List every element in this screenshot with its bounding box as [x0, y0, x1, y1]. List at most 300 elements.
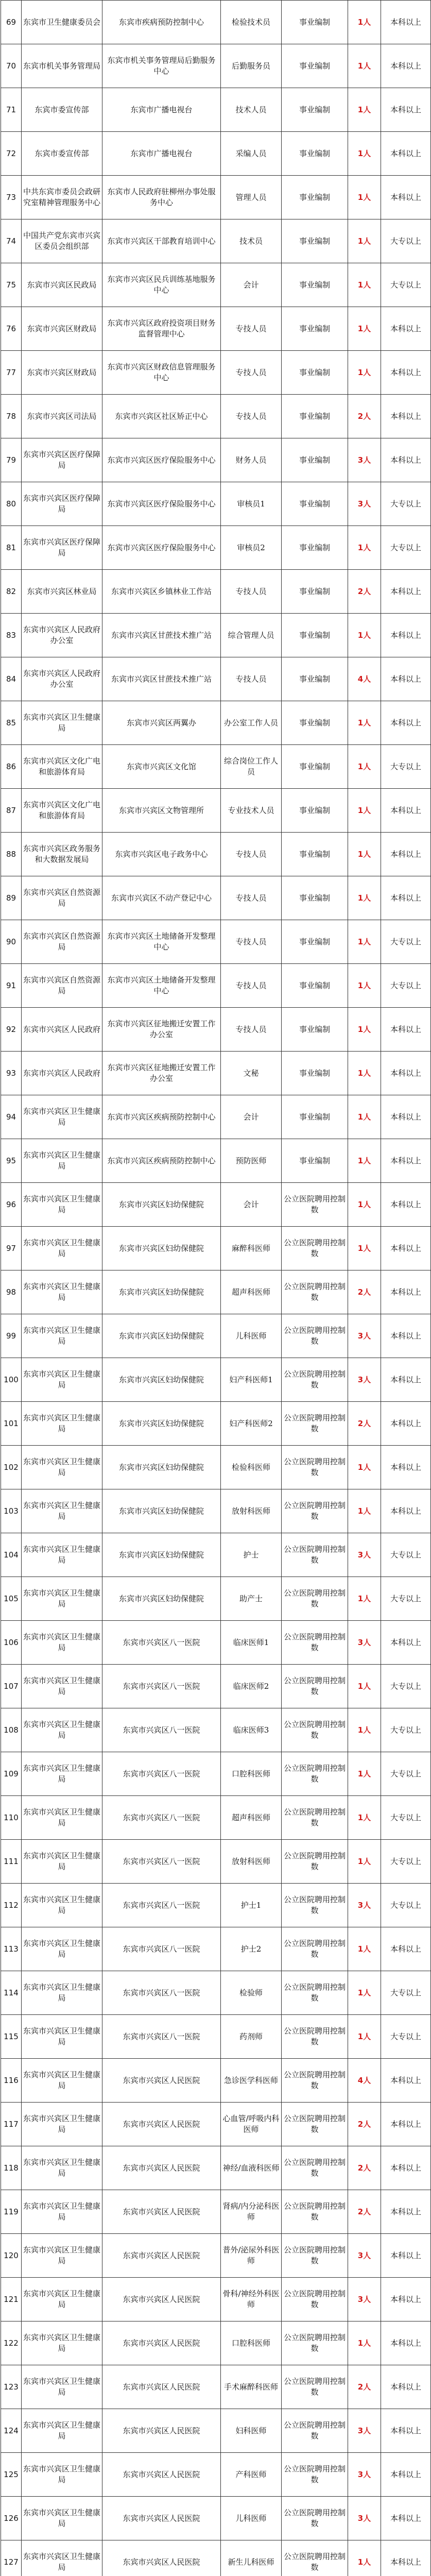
headcount-cell: 3人: [348, 2278, 381, 2321]
position-cell: 专技人员: [221, 570, 282, 614]
position-cell: 超声科医师: [221, 1796, 282, 1840]
row-number-cell: 110: [1, 1796, 22, 1840]
education-cell: 本科以上: [381, 395, 431, 438]
row-number-cell: 73: [1, 176, 22, 219]
headcount-cell: 1人: [348, 964, 381, 1008]
education-cell: 本科以上: [381, 307, 431, 351]
row-number-cell: 123: [1, 2365, 22, 2409]
position-cell: 专技人员: [221, 307, 282, 351]
department-cell: 东宾市兴宾区卫生健康局: [22, 2321, 102, 2365]
staffing-type-cell: 公立医院聘用控制数: [282, 1183, 348, 1227]
row-number-cell: 120: [1, 2234, 22, 2278]
row-number-cell: 114: [1, 1971, 22, 2015]
education-cell: 本科以上: [381, 2278, 431, 2321]
row-number-cell: 86: [1, 745, 22, 789]
unit-cell: 东宾市兴宾区人民医院: [102, 2278, 221, 2321]
unit-cell: 东宾市兴宾区土地储备开发整理中心: [102, 920, 221, 964]
row-number-cell: 85: [1, 701, 22, 745]
headcount-cell: 1人: [348, 1489, 381, 1533]
table-row: [1, 526, 431, 570]
position-cell: 手术麻醉科医师: [221, 2365, 282, 2409]
table-row: [1, 833, 431, 876]
headcount-cell: 1人: [348, 307, 381, 351]
education-cell: 本科以上: [381, 2234, 431, 2278]
staffing-type-cell: 公立医院聘用控制数: [282, 1489, 348, 1533]
headcount-cell: 1人: [348, 1008, 381, 1052]
row-number-cell: 126: [1, 2497, 22, 2540]
headcount-cell: 3人: [348, 1533, 381, 1577]
table-row: [1, 219, 431, 263]
unit-cell: 东宾市兴宾区八一医院: [102, 1884, 221, 1927]
unit-cell: 东宾市兴宾区八一医院: [102, 2015, 221, 2059]
staffing-type-cell: 公立医院聘用控制数: [282, 1971, 348, 2015]
headcount-cell: 3人: [348, 1884, 381, 1927]
position-cell: 技术人员: [221, 88, 282, 132]
row-number-cell: 99: [1, 1314, 22, 1358]
unit-cell: 东宾市兴宾区人民医院: [102, 2103, 221, 2146]
table-row: [1, 2453, 431, 2497]
table-row: [1, 176, 431, 219]
unit-cell: 东宾市兴宾区八一医院: [102, 1927, 221, 1971]
unit-cell: 东宾市兴宾区妇幼保健院: [102, 1314, 221, 1358]
position-cell: 管理人员: [221, 176, 282, 219]
education-cell: 本科以上: [381, 2146, 431, 2190]
table-row: [1, 1665, 431, 1708]
staffing-type-cell: 公立医院聘用控制数: [282, 1577, 348, 1621]
education-cell: 大专以上: [381, 482, 431, 526]
staffing-type-cell: 公立医院聘用控制数: [282, 1402, 348, 1446]
row-number-cell: 112: [1, 1884, 22, 1927]
staffing-type-cell: 公立医院聘用控制数: [282, 2103, 348, 2146]
row-number-cell: 105: [1, 1577, 22, 1621]
position-cell: 口腔科医师: [221, 1752, 282, 1796]
headcount-cell: 3人: [348, 2497, 381, 2540]
headcount-cell: 1人: [348, 1, 381, 44]
table-row: [1, 1052, 431, 1095]
education-cell: 本科以上: [381, 2409, 431, 2453]
position-cell: 财务人员: [221, 438, 282, 482]
staffing-type-cell: 公立医院聘用控制数: [282, 2321, 348, 2365]
position-cell: 神经/血液科医师: [221, 2146, 282, 2190]
headcount-cell: 1人: [348, 1577, 381, 1621]
staffing-type-cell: 事业编制: [282, 833, 348, 876]
headcount-cell: 2人: [348, 1270, 381, 1314]
department-cell: 东宾市兴宾区卫生健康局: [22, 2540, 102, 2576]
department-cell: 东宾市兴宾区财政局: [22, 351, 102, 395]
staffing-type-cell: 事业编制: [282, 395, 348, 438]
row-number-cell: 116: [1, 2059, 22, 2103]
unit-cell: 东宾市兴宾区两翼办: [102, 701, 221, 745]
unit-cell: 东宾市兴宾区疾病预防控制中心: [102, 1139, 221, 1183]
table-row: [1, 1139, 431, 1183]
department-cell: 东宾市兴宾区卫生健康局: [22, 701, 102, 745]
table-body: [1, 1, 431, 2576]
position-cell: 后勤服务员: [221, 44, 282, 88]
row-number-cell: 71: [1, 88, 22, 132]
department-cell: 东宾市兴宾区卫生健康局: [22, 1139, 102, 1183]
table-row: [1, 2409, 431, 2453]
staffing-type-cell: 公立医院聘用控制数: [282, 1446, 348, 1489]
education-cell: 本科以上: [381, 438, 431, 482]
unit-cell: 东宾市人民政府驻柳州办事处服务中心: [102, 176, 221, 219]
education-cell: 本科以上: [381, 2453, 431, 2497]
table-row: [1, 1402, 431, 1446]
table-row: [1, 1358, 431, 1402]
headcount-cell: 1人: [348, 2540, 381, 2576]
headcount-cell: 3人: [348, 1314, 381, 1358]
unit-cell: 东宾市兴宾区妇幼保健院: [102, 1183, 221, 1227]
position-cell: 审核员1: [221, 482, 282, 526]
unit-cell: 东宾市兴宾区医疗保险服务中心: [102, 438, 221, 482]
headcount-cell: 3人: [348, 2409, 381, 2453]
table-row: [1, 1577, 431, 1621]
education-cell: 本科以上: [381, 1227, 431, 1270]
unit-cell: 东宾市兴宾区人民医院: [102, 2497, 221, 2540]
position-cell: 骨科/神经外科医师: [221, 2278, 282, 2321]
staffing-type-cell: 事业编制: [282, 88, 348, 132]
department-cell: 东宾市兴宾区司法局: [22, 395, 102, 438]
unit-cell: 东宾市兴宾区八一医院: [102, 1971, 221, 2015]
position-cell: 办公室工作人员: [221, 701, 282, 745]
staffing-type-cell: 公立医院聘用控制数: [282, 1927, 348, 1971]
unit-cell: 东宾市兴宾区人民医院: [102, 2059, 221, 2103]
row-number-cell: 88: [1, 833, 22, 876]
unit-cell: 东宾市兴宾区妇幼保健院: [102, 1227, 221, 1270]
department-cell: 东宾市兴宾区卫生健康局: [22, 1489, 102, 1533]
education-cell: 本科以上: [381, 833, 431, 876]
headcount-cell: 2人: [348, 2146, 381, 2190]
table-row: [1, 920, 431, 964]
position-cell: 妇产科医师2: [221, 1402, 282, 1446]
headcount-cell: 3人: [348, 438, 381, 482]
position-cell: 普外/泌尿外科医师: [221, 2234, 282, 2278]
department-cell: 东宾市兴宾区卫生健康局: [22, 2190, 102, 2234]
position-cell: 儿科医师: [221, 2497, 282, 2540]
headcount-cell: 1人: [348, 1446, 381, 1489]
position-cell: 临床医师3: [221, 1708, 282, 1752]
row-number-cell: 80: [1, 482, 22, 526]
department-cell: 东宾市兴宾区卫生健康局: [22, 1665, 102, 1708]
row-number-cell: 106: [1, 1621, 22, 1665]
unit-cell: 东宾市兴宾区妇幼保健院: [102, 1402, 221, 1446]
position-cell: 专技人员: [221, 657, 282, 701]
unit-cell: 东宾市兴宾区八一医院: [102, 1621, 221, 1665]
headcount-cell: 1人: [348, 1095, 381, 1139]
education-cell: 本科以上: [381, 1621, 431, 1665]
table-row: [1, 1489, 431, 1533]
position-cell: 超声科医师: [221, 1270, 282, 1314]
position-cell: 专技人员: [221, 351, 282, 395]
table-row: [1, 1314, 431, 1358]
table-row: [1, 657, 431, 701]
department-cell: 中国共产党东宾市兴宾区委员会组织部: [22, 219, 102, 263]
department-cell: 东宾市兴宾区卫生健康局: [22, 1533, 102, 1577]
table-row: [1, 570, 431, 614]
education-cell: 本科以上: [381, 2540, 431, 2576]
table-row: [1, 44, 431, 88]
table-row: [1, 351, 431, 395]
staffing-type-cell: 事业编制: [282, 44, 348, 88]
table-row: [1, 2278, 431, 2321]
position-cell: 妇产科医师1: [221, 1358, 282, 1402]
department-cell: 东宾市兴宾区卫生健康局: [22, 1314, 102, 1358]
unit-cell: 东宾市疾病预防控制中心: [102, 1, 221, 44]
department-cell: 东宾市兴宾区卫生健康局: [22, 2365, 102, 2409]
department-cell: 东宾市兴宾区卫生健康局: [22, 1621, 102, 1665]
position-cell: 儿科医师: [221, 1314, 282, 1358]
row-number-cell: 87: [1, 789, 22, 833]
education-cell: 本科以上: [381, 1, 431, 44]
department-cell: 中共东宾市委员会政研究室精神管理服务中心: [22, 176, 102, 219]
position-cell: 肾病/内分泌科医师: [221, 2190, 282, 2234]
headcount-cell: 2人: [348, 2365, 381, 2409]
headcount-cell: 1人: [348, 526, 381, 570]
table-row: [1, 2103, 431, 2146]
staffing-type-cell: 公立医院聘用控制数: [282, 2453, 348, 2497]
department-cell: 东宾市兴宾区卫生健康局: [22, 2278, 102, 2321]
education-cell: 本科以上: [381, 88, 431, 132]
table-row: [1, 1095, 431, 1139]
position-cell: 妇科医师: [221, 2409, 282, 2453]
table-row: [1, 1708, 431, 1752]
department-cell: 东宾市兴宾区卫生健康局: [22, 1796, 102, 1840]
department-cell: 东宾市兴宾区卫生健康局: [22, 1752, 102, 1796]
education-cell: 本科以上: [381, 1139, 431, 1183]
unit-cell: 东宾市广播电视台: [102, 88, 221, 132]
department-cell: 东宾市兴宾区卫生健康局: [22, 1708, 102, 1752]
education-cell: 本科以上: [381, 1008, 431, 1052]
position-cell: 预防医师: [221, 1139, 282, 1183]
department-cell: 东宾市兴宾区自然资源局: [22, 876, 102, 920]
unit-cell: 东宾市兴宾区人民医院: [102, 2234, 221, 2278]
headcount-cell: 3人: [348, 1621, 381, 1665]
staffing-type-cell: 公立医院聘用控制数: [282, 1665, 348, 1708]
table-row: [1, 1183, 431, 1227]
department-cell: 东宾市兴宾区人民政府办公室: [22, 657, 102, 701]
table-row: [1, 2497, 431, 2540]
education-cell: 本科以上: [381, 614, 431, 657]
table-row: [1, 482, 431, 526]
position-cell: 专技人员: [221, 920, 282, 964]
department-cell: 东宾市兴宾区卫生健康局: [22, 1840, 102, 1884]
staffing-type-cell: 公立医院聘用控制数: [282, 1358, 348, 1402]
headcount-cell: 3人: [348, 1358, 381, 1402]
education-cell: 本科以上: [381, 2321, 431, 2365]
position-cell: 临床医师2: [221, 1665, 282, 1708]
headcount-cell: 1人: [348, 351, 381, 395]
education-cell: 本科以上: [381, 351, 431, 395]
education-cell: 大专以上: [381, 1884, 431, 1927]
staffing-type-cell: 事业编制: [282, 614, 348, 657]
department-cell: 东宾市兴宾区人民政府办公室: [22, 614, 102, 657]
education-cell: 大专以上: [381, 1577, 431, 1621]
headcount-cell: 1人: [348, 701, 381, 745]
unit-cell: 东宾市兴宾区人民医院: [102, 2321, 221, 2365]
row-number-cell: 103: [1, 1489, 22, 1533]
row-number-cell: 113: [1, 1927, 22, 1971]
table-row: [1, 1796, 431, 1840]
department-cell: 东宾市兴宾区卫生健康局: [22, 1183, 102, 1227]
row-number-cell: 76: [1, 307, 22, 351]
headcount-cell: 3人: [348, 482, 381, 526]
position-cell: 会计: [221, 263, 282, 307]
row-number-cell: 121: [1, 2278, 22, 2321]
education-cell: 本科以上: [381, 1446, 431, 1489]
table-row: [1, 2015, 431, 2059]
unit-cell: 东宾市兴宾区人民医院: [102, 2540, 221, 2576]
department-cell: 东宾市兴宾区卫生健康局: [22, 1971, 102, 2015]
position-cell: 专技人员: [221, 395, 282, 438]
row-number-cell: 119: [1, 2190, 22, 2234]
row-number-cell: 94: [1, 1095, 22, 1139]
unit-cell: 东宾市兴宾区政府投资项目财务监督管理中心: [102, 307, 221, 351]
department-cell: 东宾市兴宾区卫生健康局: [22, 1095, 102, 1139]
headcount-cell: 1人: [348, 1752, 381, 1796]
education-cell: 本科以上: [381, 570, 431, 614]
row-number-cell: 98: [1, 1270, 22, 1314]
department-cell: 东宾市兴宾区人民政府: [22, 1052, 102, 1095]
row-number-cell: 70: [1, 44, 22, 88]
row-number-cell: 96: [1, 1183, 22, 1227]
department-cell: 东宾市兴宾区政务服务和大数据发展局: [22, 833, 102, 876]
education-cell: 本科以上: [381, 2103, 431, 2146]
education-cell: 本科以上: [381, 1927, 431, 1971]
staffing-type-cell: 事业编制: [282, 351, 348, 395]
headcount-cell: 1人: [348, 1183, 381, 1227]
staffing-type-cell: 公立医院聘用控制数: [282, 2409, 348, 2453]
headcount-cell: 3人: [348, 2234, 381, 2278]
staffing-type-cell: 公立医院聘用控制数: [282, 2497, 348, 2540]
department-cell: 东宾市兴宾区文化广电和旅游体育局: [22, 745, 102, 789]
department-cell: 东宾市兴宾区卫生健康局: [22, 1270, 102, 1314]
position-cell: 技术员: [221, 219, 282, 263]
unit-cell: 东宾市兴宾区八一医院: [102, 1796, 221, 1840]
position-cell: 药剂师: [221, 2015, 282, 2059]
education-cell: 本科以上: [381, 1402, 431, 1446]
headcount-cell: 1人: [348, 1840, 381, 1884]
education-cell: 本科以上: [381, 1358, 431, 1402]
education-cell: 本科以上: [381, 701, 431, 745]
headcount-cell: 1人: [348, 219, 381, 263]
table-row: [1, 1, 431, 44]
staffing-type-cell: 公立医院聘用控制数: [282, 1270, 348, 1314]
headcount-cell: 1人: [348, 1139, 381, 1183]
headcount-cell: 1人: [348, 745, 381, 789]
education-cell: 大专以上: [381, 1840, 431, 1884]
department-cell: 东宾市机关事务管理局: [22, 44, 102, 88]
education-cell: 大专以上: [381, 219, 431, 263]
staffing-type-cell: 公立医院聘用控制数: [282, 2234, 348, 2278]
headcount-cell: 1人: [348, 1927, 381, 1971]
staffing-type-cell: 事业编制: [282, 920, 348, 964]
headcount-cell: 1人: [348, 44, 381, 88]
staffing-type-cell: 事业编制: [282, 1052, 348, 1095]
table-row: [1, 1008, 431, 1052]
staffing-type-cell: 公立医院聘用控制数: [282, 1752, 348, 1796]
headcount-cell: 1人: [348, 614, 381, 657]
unit-cell: 东宾市兴宾区妇幼保健院: [102, 1577, 221, 1621]
row-number-cell: 109: [1, 1752, 22, 1796]
headcount-cell: 2人: [348, 395, 381, 438]
position-cell: 放射科医师: [221, 1489, 282, 1533]
department-cell: 东宾市兴宾区财政局: [22, 307, 102, 351]
row-number-cell: 125: [1, 2453, 22, 2497]
table-row: [1, 1840, 431, 1884]
position-cell: 综合岗位工作人员: [221, 745, 282, 789]
table-row: [1, 614, 431, 657]
staffing-type-cell: 事业编制: [282, 964, 348, 1008]
position-cell: 会计: [221, 1183, 282, 1227]
position-cell: 专技人员: [221, 833, 282, 876]
position-cell: 新生儿科医师: [221, 2540, 282, 2576]
position-cell: 助产士: [221, 1577, 282, 1621]
position-cell: 检验科医师: [221, 1446, 282, 1489]
row-number-cell: 93: [1, 1052, 22, 1095]
table-row: [1, 1971, 431, 2015]
department-cell: 东宾市兴宾区卫生健康局: [22, 2453, 102, 2497]
row-number-cell: 75: [1, 263, 22, 307]
education-cell: 大专以上: [381, 1708, 431, 1752]
headcount-cell: 1人: [348, 1971, 381, 2015]
department-cell: 东宾市兴宾区自然资源局: [22, 964, 102, 1008]
education-cell: 本科以上: [381, 1270, 431, 1314]
unit-cell: 东宾市兴宾区医疗保险服务中心: [102, 482, 221, 526]
department-cell: 东宾市兴宾区卫生健康局: [22, 1402, 102, 1446]
department-cell: 东宾市兴宾区卫生健康局: [22, 2234, 102, 2278]
education-cell: 大专以上: [381, 2015, 431, 2059]
department-cell: 东宾市兴宾区卫生健康局: [22, 2059, 102, 2103]
recruitment-table: [1, 0, 431, 2576]
table-row: [1, 263, 431, 307]
department-cell: 东宾市兴宾区卫生健康局: [22, 1884, 102, 1927]
table-row: [1, 1446, 431, 1489]
headcount-cell: 4人: [348, 657, 381, 701]
headcount-cell: 1人: [348, 263, 381, 307]
row-number-cell: 78: [1, 395, 22, 438]
unit-cell: 东宾市兴宾区征地搬迁安置工作办公室: [102, 1008, 221, 1052]
staffing-type-cell: 事业编制: [282, 876, 348, 920]
headcount-cell: 3人: [348, 2453, 381, 2497]
headcount-cell: 1人: [348, 920, 381, 964]
position-cell: 文秘: [221, 1052, 282, 1095]
staffing-type-cell: 公立医院聘用控制数: [282, 2540, 348, 2576]
row-number-cell: 108: [1, 1708, 22, 1752]
staffing-type-cell: 事业编制: [282, 701, 348, 745]
staffing-type-cell: 事业编制: [282, 1095, 348, 1139]
row-number-cell: 81: [1, 526, 22, 570]
staffing-type-cell: 公立医院聘用控制数: [282, 1796, 348, 1840]
staffing-type-cell: 事业编制: [282, 263, 348, 307]
staffing-type-cell: 事业编制: [282, 789, 348, 833]
department-cell: 东宾市兴宾区卫生健康局: [22, 1927, 102, 1971]
row-number-cell: 117: [1, 2103, 22, 2146]
education-cell: 本科以上: [381, 789, 431, 833]
education-cell: 本科以上: [381, 2497, 431, 2540]
table-row: [1, 1927, 431, 1971]
unit-cell: 东宾市兴宾区八一医院: [102, 1665, 221, 1708]
education-cell: 本科以上: [381, 876, 431, 920]
position-cell: 急诊医学科医师: [221, 2059, 282, 2103]
staffing-type-cell: 公立医院聘用控制数: [282, 1621, 348, 1665]
staffing-type-cell: 事业编制: [282, 438, 348, 482]
position-cell: 护士2: [221, 1927, 282, 1971]
education-cell: 本科以上: [381, 1052, 431, 1095]
table-row: [1, 1270, 431, 1314]
education-cell: 本科以上: [381, 2365, 431, 2409]
row-number-cell: 82: [1, 570, 22, 614]
headcount-cell: 4人: [348, 2059, 381, 2103]
unit-cell: 东宾市兴宾区乡镇林业工作站: [102, 570, 221, 614]
